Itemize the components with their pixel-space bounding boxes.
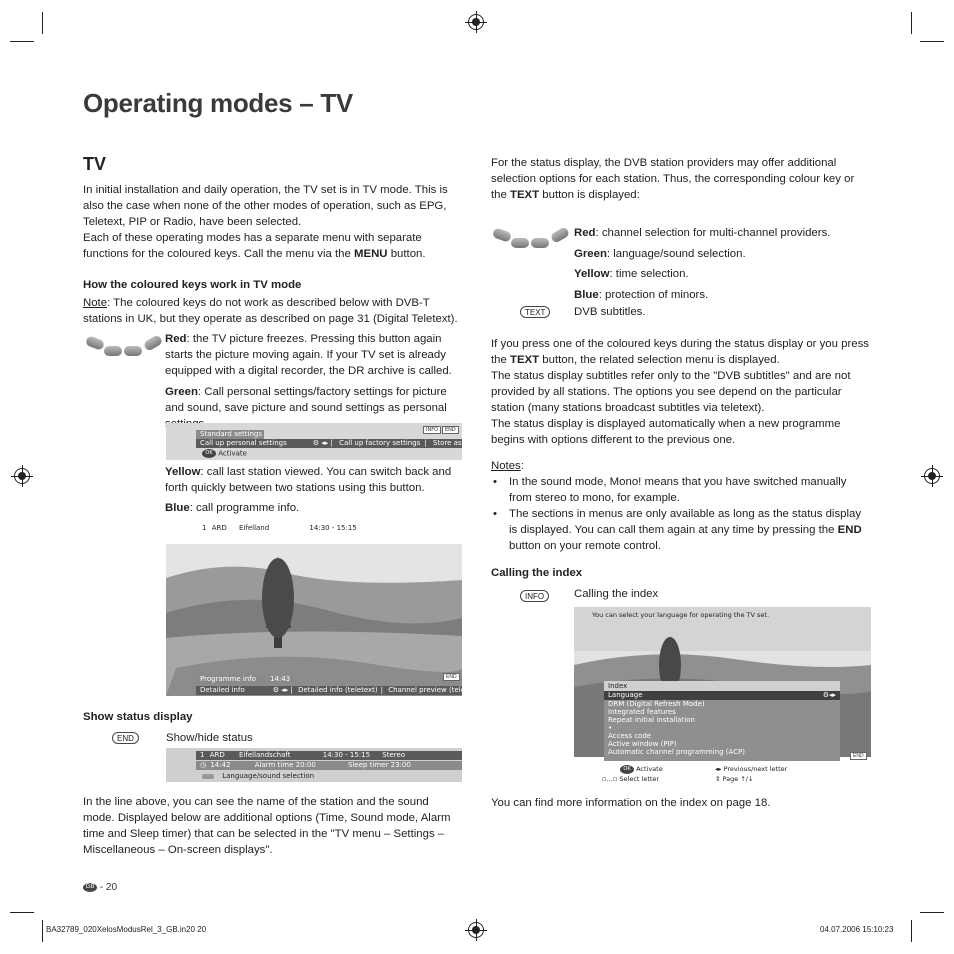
green-key-desc: Green: Call personal settings/factory settings for picture and sound, save picture and sound settings as personal [165,386,447,414]
page-number: GB - 20 [83,882,117,893]
keys-heading: How the coloured keys work in TV mode [83,279,302,291]
intro-text: In initial installation and daily operation, the TV set is in TV mode. This is also the case when none of the other modes of operation, such as EPG, Teletext, PIP or Radio, have been selected. [83,184,448,228]
programme-info-screenshot [166,518,466,696]
crop-mark [42,920,43,942]
index-item[interactable]: Repeat initial installation [608,716,695,724]
index-menu [604,681,840,761]
registration-mark-icon [468,922,484,938]
status-paragraph: In the line above, you can see the name of the station and the sound mode. Displayed below are additional options (Time, Sound mode, Alarm time and Sleep timer) that can be selected in the "TV menu – Settings – Miscellaneous – On-screen displays". [83,796,451,856]
section-heading-tv: TV [83,154,107,174]
detailed-info-bar: Detailed info ⚙ ◂▸ | Detailed info (teletext) | Channel preview (tele [196,686,462,695]
crop-mark [42,12,43,34]
index-item[interactable]: Integrated features [608,708,676,716]
crop-mark [920,41,944,42]
index-banner: You can select your language for operating the TV set. [592,611,770,619]
end-tag: END [442,426,459,434]
note-item: • In the sound mode, Mono! means that you have switched manually from stereo to mono, for example. [491,474,871,506]
index-item[interactable]: Access code [608,732,652,740]
standard-settings-row: Standard settings [196,430,264,439]
end-key-button: END [112,732,139,744]
end-key-desc: Show/hide status [166,732,253,744]
registration-mark-icon [14,468,30,484]
index-item: • [608,724,613,732]
index-item-selected[interactable]: Language ⚙◂▸ [604,691,840,700]
registration-mark-icon [468,14,484,30]
info-key-button: INFO [520,590,549,602]
clock-icon: ◷ [200,761,207,769]
activate-row: OK Activate [202,449,247,458]
intro-text-2: Each of these operating modes has a separate menu with separate functions for the coloured keys. Call the menu via the MENU button. [83,232,426,260]
crop-mark [10,41,34,42]
colour-keys-icon [84,334,162,360]
right-yellow-desc: Yellow: time selection. [574,268,689,280]
note-paragraph: Note: The coloured keys do not work as described below with DVB-T stations in UK, but they operate as described on page 31 (Digital Teletext). [83,297,458,325]
osd-status-display [166,748,462,782]
gb-badge: GB [83,883,97,892]
green-key-icon [202,774,214,779]
footer-date: 04.07.2006 15:10:23 [820,925,894,934]
index-item[interactable]: Automatic channel programming (ACP) [608,748,746,756]
index-heading: Calling the index [491,567,583,579]
red-key-desc: Red: the TV picture freezes. Pressing this button again starts the picture moving again. If your TV set is already equipped with a digital recorder, the DR archive is called. [165,333,452,377]
status-line-1: 1 ARD Eifellandschaft 14:30 - 15:15 Stereo [196,751,462,760]
footer-filename: BA32789_020XelosModusRel_3_GB.in20 20 [46,925,207,934]
yellow-key-desc: Yellow: call last station viewed. You can switch back and forth quickly between two stations using this button. [165,466,452,494]
index-title: Index [604,681,840,691]
end-tag: END [443,673,460,681]
right-green-desc: Green: language/sound selection. [574,247,746,260]
ok-icon: OK [202,449,216,458]
right-red-desc: Red: channel selection for multi-channel providers. [574,227,831,239]
intro-paragraph [83,182,461,262]
right-key-list [574,223,874,305]
programme-info-bar: Programme info 14:43 [196,675,296,684]
end-tag: END [850,752,867,760]
info-key-desc: Calling the index [574,588,659,600]
personal-settings-row: Call up personal settings ⚙ ◂▸ | Call up factory settings | Store as per [196,439,462,448]
crop-mark [911,920,912,942]
digit-keys-icon: ▫…▫ [602,775,618,783]
page-title: Operating modes – TV [83,88,353,118]
registration-mark-icon [924,468,940,484]
index-item[interactable]: DRM (Digital Refresh Mode) [608,700,705,708]
status-line-2: ◷ 14:42 Alarm time 20:00 Sleep timer 23:00 [196,761,462,770]
landscape-image [166,518,462,696]
right-body: If you press one of the coloured keys during the status display or you press the TEXT button, the related selection menu is displayed. The status display subtitles refer only to the "DVB subtitles" and are not provided by all stations. The options you see depend on the particular station (many stations broadcast subtitles via teletext). The status display is displayed automatically when a new programme begins with options different to the previous one. Notes: • In the sound mode, Mono! means that you have switched manually from stereo to mono, for example. • The sections in menus are only available as long as the status display is displayed. You can call them again at any time by pressing the END button on your remote control. [491,336,871,554]
top-info-line: 1 ARD Eifelland 14:30 - 15:15 [202,524,357,532]
osd-standard-settings [166,423,476,460]
colour-keys-icon [491,226,569,252]
blue-key-desc: Blue: call programme info. [165,502,300,514]
note-item: • The sections in menus are only available as long as the status display is displayed. You can call them again at any time by pressing the END button on your remote control. [491,506,871,554]
crop-mark [10,912,34,913]
notes-list [491,474,871,554]
index-item[interactable]: Active window (PIP) [608,740,677,748]
status-line-3: Language/sound selection [202,772,314,780]
right-blue-desc: Blue: protection of minors. [574,288,709,301]
text-key-button: TEXT [520,306,550,318]
right-intro: For the status display, the DVB station providers may offer additional selection options for each station. Thus, the corresponding colour key or the TEXT button is displayed: [491,157,855,201]
index-help: OK Activate ◂▸ Previous/next letter ▫…▫ Select letter ⇕ Page ↑/↓ [602,765,788,783]
crop-mark [920,912,944,913]
ok-icon: OK [620,765,634,774]
crop-mark [911,12,912,34]
index-screenshot [574,607,871,785]
text-key-desc: DVB subtitles. [574,306,646,318]
status-heading: Show status display [83,711,193,723]
info-tag: INFO [423,426,441,434]
index-footer-text: You can find more information on the index on page 18. [491,797,771,809]
